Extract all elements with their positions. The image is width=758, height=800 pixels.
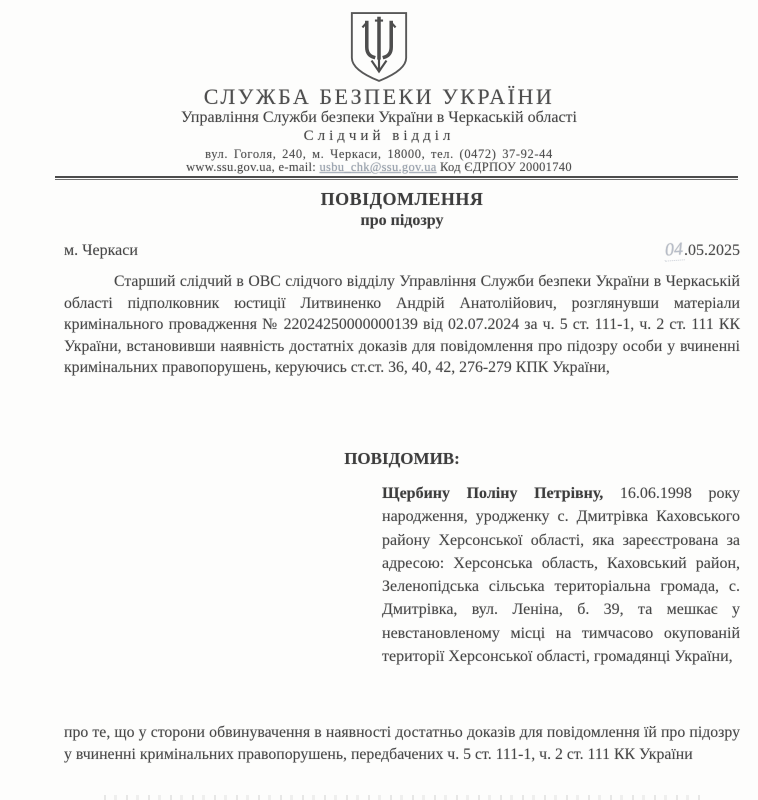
suspect-details-text: 16.06.1998 року народження, уродженку с. Дмитрівка Каховського району Херсонської області, яка зареєстрована за адресою: Херсонська область, Каховський район, Зеленопідська сільська територіальна громада, с. Дмитрівка, вул. Леніна, б. 39, та мешкає у невстановленому місці на тимчасово окупованій території Херсонської області, громадянці України,: [382, 485, 740, 666]
charges-paragraph: про те, що у сторони обвинувачення в наявності достатньо доказів для повідомлення їй про підозру у вчиненні кримінальних правопорушень, передбачених ч. 5 ст. 111-1, ч. 2 ст. 111 КК України: [64, 724, 740, 764]
org-department: Управління Служби безпеки України в Черкаській області: [181, 109, 577, 126]
document-title: ПОВІДОМЛЕННЯ: [320, 189, 484, 209]
trident-emblem-icon: [336, 9, 422, 85]
email-link[interactable]: usbu_chk@ssu.gov.ua: [319, 160, 437, 174]
announce-heading: ПОВІДОМИВ:: [344, 449, 460, 468]
handwritten-day: 04: [663, 238, 684, 261]
org-unit: Слідчий відділ: [303, 128, 455, 144]
document-city: м. Черкаси: [64, 242, 138, 259]
org-website: www.ssu.gov.ua,: [186, 160, 276, 174]
city-date-row: [64, 239, 740, 261]
cutoff-text-line: [104, 795, 704, 800]
document-date: [664, 239, 740, 261]
document-subtitle: про підозру: [360, 212, 444, 229]
investigator-paragraph: Старший слідчий в ОВС слідчого відділу Управління Служби безпеки України в Черкаській області підполковник юстиції Литвиненко Андрій Анатолійович, розглянувши матеріали кримінального провадження № 22024250000000139 від 02.07.2024 за ч. 5 ст. 111-1, ч. 2 ст. 111 КК України, встановивши наявність достатніх доказів для повідомлення про підозру особи у вчиненні кримінальних правопорушень, керуючись ст.ст. 36, 40, 42, 276-279 КПК України,: [64, 273, 740, 377]
letterhead-divider: [55, 176, 738, 180]
org-address: вул. Гоголя, 240, м. Черкаси, 18000, тел. (0472) 37-92-44: [205, 147, 553, 161]
printed-month-year: .05.2025: [684, 242, 740, 259]
org-contact-line: [0, 160, 758, 175]
edrpou-code: Код ЄДРПОУ 20001740: [440, 160, 572, 174]
suspect-details-block: [382, 482, 740, 668]
email-label: e-mail:: [278, 160, 317, 174]
org-name: СЛУЖБА БЕЗПЕКИ УКРАЇНИ: [203, 84, 555, 109]
suspect-name: Щербину Поліну Петрівну,: [382, 485, 604, 502]
